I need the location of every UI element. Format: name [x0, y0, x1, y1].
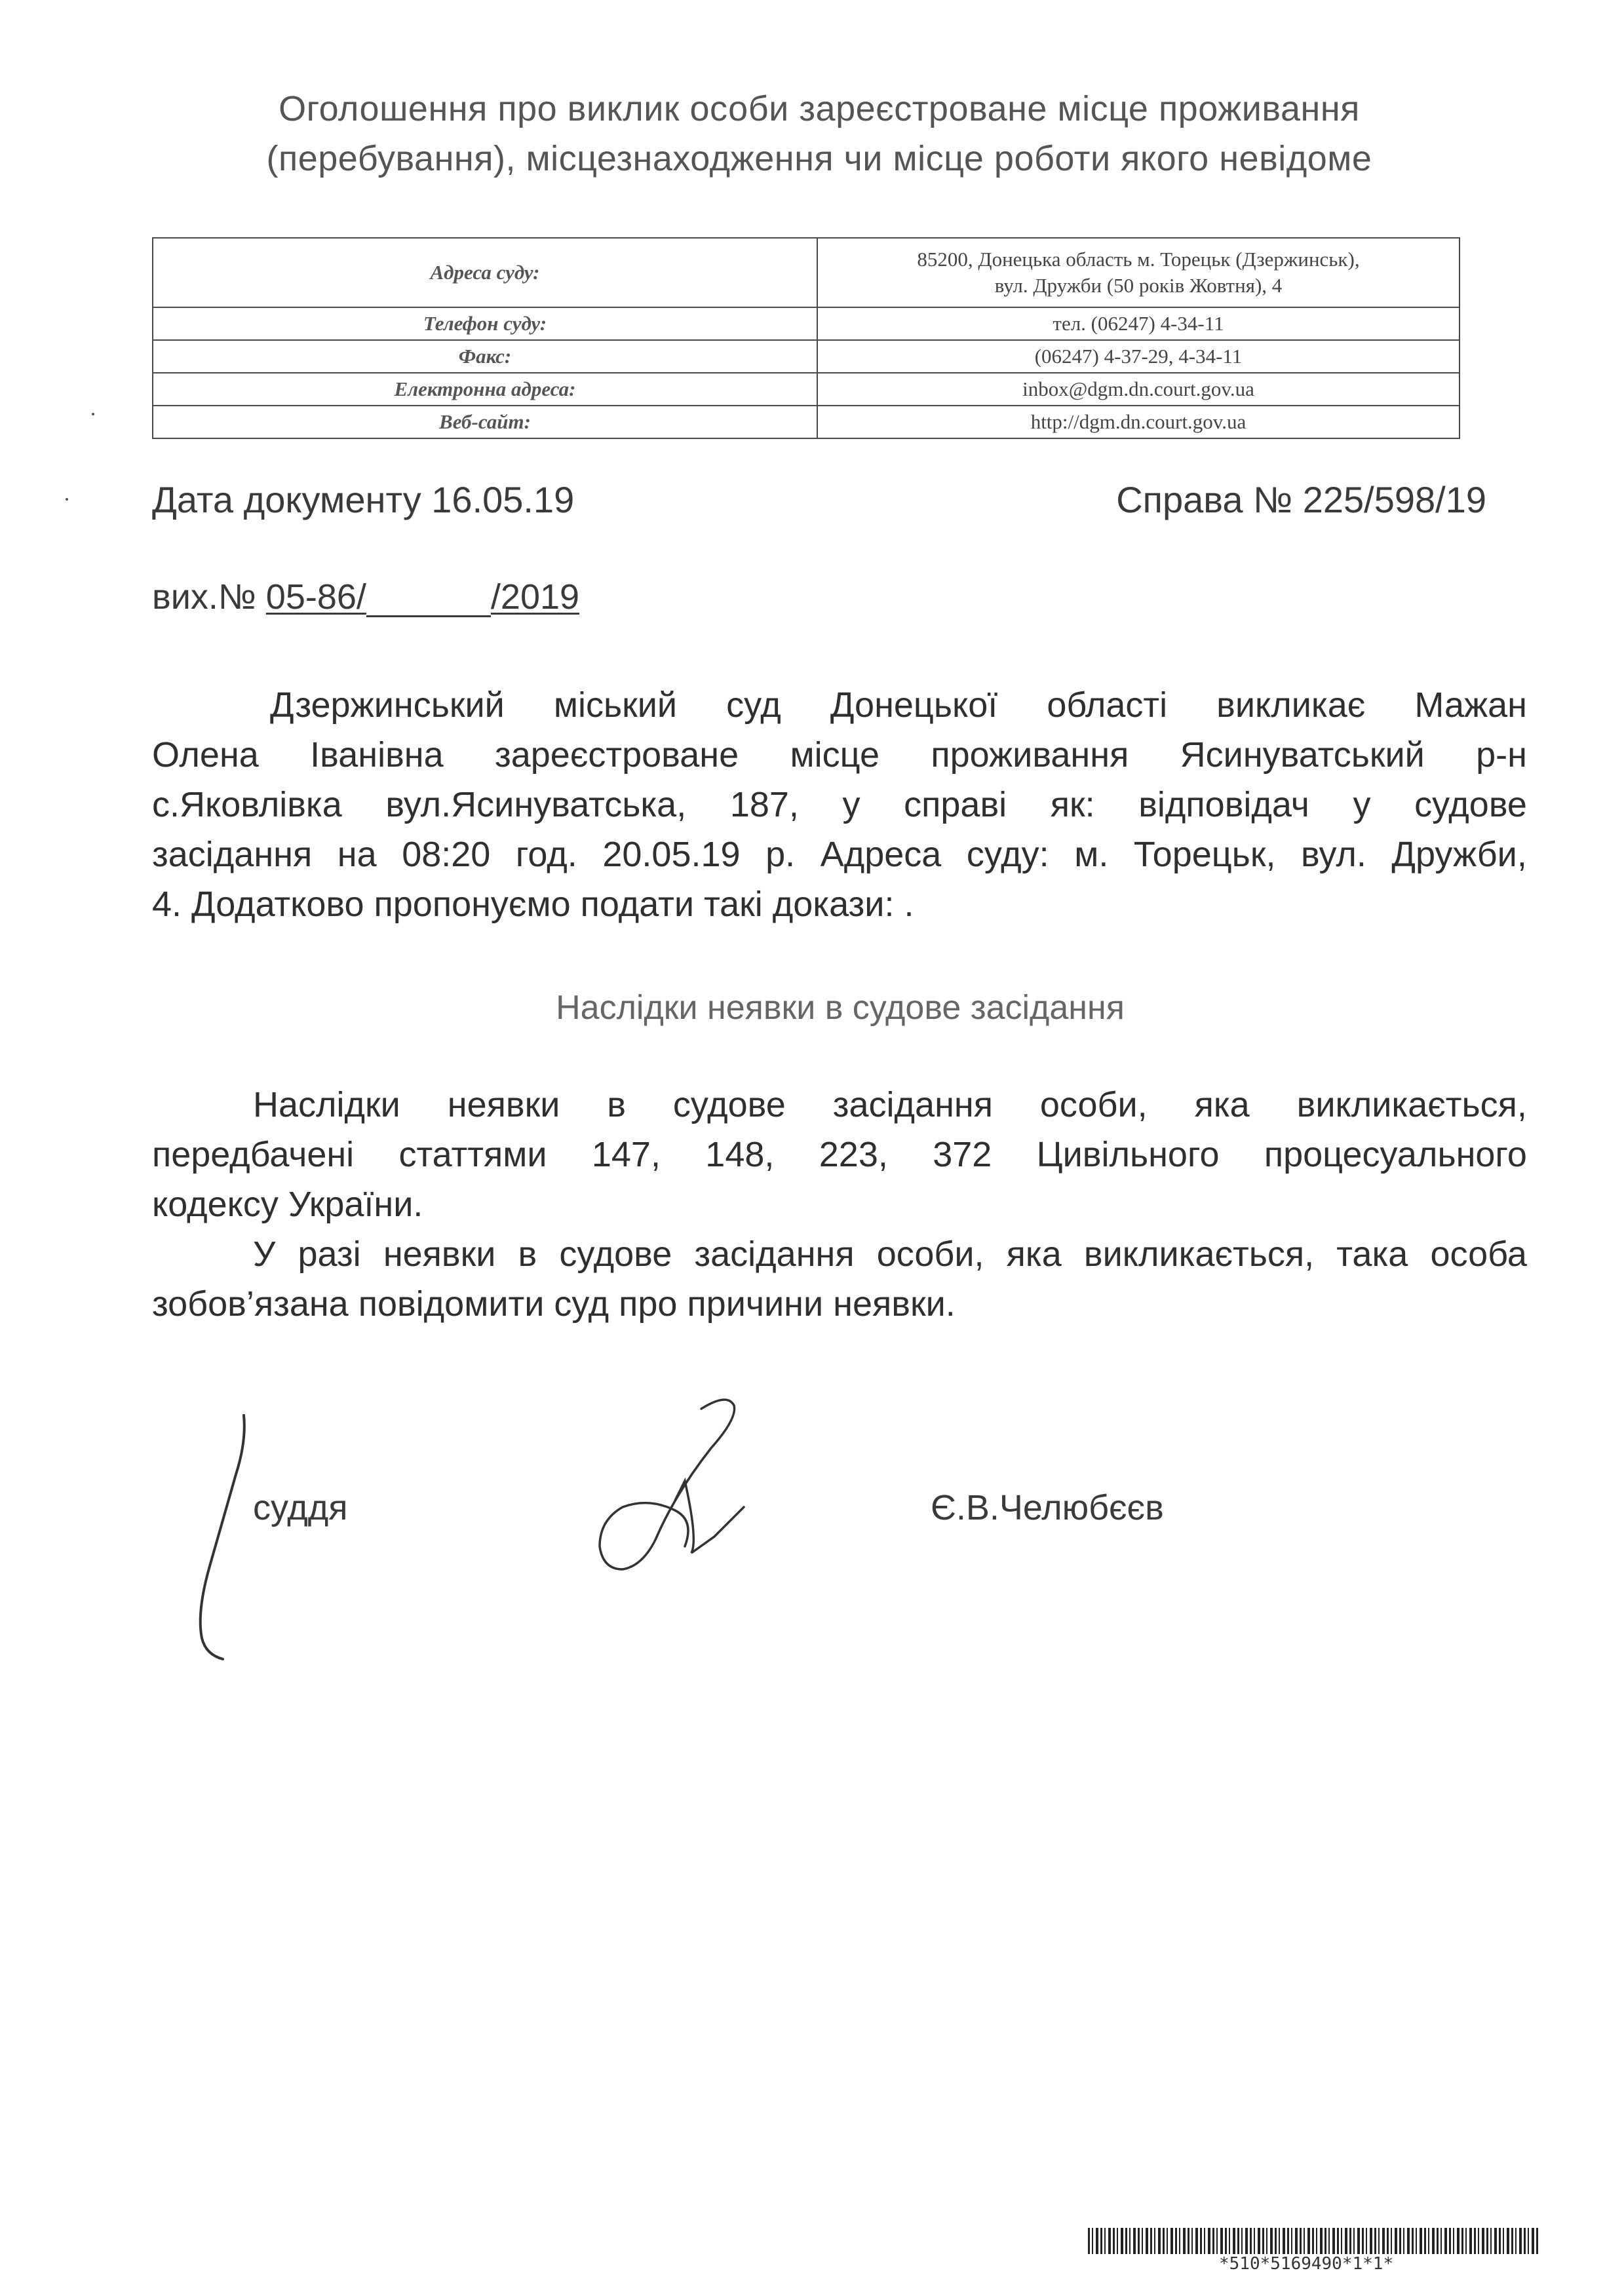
summons-line	[152, 780, 1527, 830]
word: Мажан	[1414, 685, 1527, 725]
word: особа	[1430, 1234, 1527, 1274]
word: неявки	[447, 1085, 560, 1124]
word: 187,	[729, 785, 799, 824]
summons-line	[152, 830, 1527, 879]
court-address-line-1: 85200, Донецька область м. Торецьк (Дзержинськ),	[917, 248, 1360, 271]
summons-line-last: 4. Додатково пропонуємо подати такі докази: .	[152, 885, 914, 924]
court-fax-label: Факс:	[153, 340, 817, 373]
word: суд	[726, 685, 781, 725]
word: Ясинуватський	[1180, 735, 1425, 775]
word: статтями	[398, 1135, 547, 1174]
summons-paragraph	[152, 680, 1527, 929]
obligation-paragraph	[152, 1229, 1527, 1329]
word: зареєстроване	[494, 735, 739, 775]
outgoing-number-part-1: 05-86/	[265, 577, 366, 617]
court-phone-label: Телефон суду:	[153, 307, 817, 340]
word: Олена	[152, 735, 259, 775]
court-address-label: Адреса суду:	[153, 238, 817, 307]
word: у	[1353, 785, 1371, 824]
word: засідання	[152, 835, 313, 874]
word: судове	[559, 1234, 672, 1274]
word: р.	[765, 835, 796, 874]
document-title	[197, 84, 1442, 183]
word: передбачені	[152, 1135, 355, 1174]
word: У	[253, 1234, 276, 1274]
table-row	[153, 307, 1460, 340]
consequences-line-last: кодексу України.	[152, 1185, 423, 1224]
word: особи,	[1039, 1085, 1148, 1124]
word: Цивільного	[1036, 1135, 1220, 1174]
court-address-value	[817, 238, 1460, 307]
word: проживання	[931, 735, 1129, 775]
table-row	[153, 340, 1460, 373]
consequences-line	[152, 1080, 1527, 1130]
word: год.	[515, 835, 577, 874]
word: суду:	[966, 835, 1049, 874]
table-row	[153, 238, 1460, 307]
court-website-label: Веб-сайт:	[153, 406, 817, 438]
outgoing-number-part-2: /2019	[490, 577, 580, 617]
word: у	[842, 785, 860, 824]
word: Адреса	[820, 835, 942, 874]
word: 148,	[705, 1135, 775, 1174]
word: 20.05.19	[602, 835, 741, 874]
outgoing-number-prefix: вих.№	[152, 577, 266, 617]
word: р-н	[1476, 735, 1527, 775]
consequences-paragraph	[152, 1080, 1527, 1229]
word: разі	[298, 1234, 361, 1274]
word: як:	[1050, 785, 1095, 824]
word: процесуального	[1264, 1135, 1527, 1174]
word: відповідач	[1138, 785, 1309, 824]
word: особи,	[876, 1234, 984, 1274]
word: 147,	[591, 1135, 661, 1174]
word: Дружби,	[1391, 835, 1527, 874]
court-phone-value: тел. (06247) 4-34-11	[817, 307, 1460, 340]
word: викликається,	[1296, 1085, 1527, 1124]
document-date: Дата документу 16.05.19	[152, 479, 575, 520]
word: Дзержинський	[270, 685, 505, 725]
barcode	[1088, 2228, 1540, 2254]
word: Іванівна	[310, 735, 444, 775]
word: Донецької	[830, 685, 998, 725]
obligation-line	[152, 1229, 1527, 1279]
word: 223,	[819, 1135, 888, 1174]
outgoing-number-blank	[366, 581, 491, 617]
word: справі	[904, 785, 1007, 824]
table-row	[153, 406, 1460, 438]
word: 08:20	[402, 835, 491, 874]
court-info-table	[152, 237, 1460, 439]
title-line-1: Оголошення про виклик особи зареєстроване місце проживання	[279, 89, 1360, 128]
word: яка	[1194, 1085, 1250, 1124]
word: така	[1336, 1234, 1408, 1274]
signature-role: суддя	[253, 1488, 348, 1527]
court-fax-value: (06247) 4-37-29, 4-34-11	[817, 340, 1460, 373]
word: в	[607, 1085, 626, 1124]
consequences-heading: Наслідки неявки в судове засідання	[556, 989, 1125, 1027]
word: Торецьк,	[1133, 835, 1276, 874]
word: засідання	[832, 1085, 993, 1124]
word: м.	[1074, 835, 1109, 874]
word: с.Яковлівка	[152, 785, 342, 824]
case-number: Справа № 225/598/19	[1116, 479, 1486, 520]
word: вул.	[1301, 835, 1366, 874]
consequences-line	[152, 1130, 1527, 1179]
word: на	[337, 835, 377, 874]
word: викликається,	[1083, 1234, 1315, 1274]
word: в	[518, 1234, 537, 1274]
table-row	[153, 373, 1460, 406]
court-address-line-2: вул. Дружби (50 років Жовтня), 4	[994, 274, 1283, 297]
obligation-line-last: зобов’язана повідомити суд про причини неявки.	[152, 1284, 956, 1324]
word: місце	[790, 735, 880, 775]
word: Наслідки	[253, 1085, 400, 1124]
word: міський	[553, 685, 678, 725]
word: області	[1047, 685, 1168, 725]
barcode-number: *510*5169490*1*1*	[1219, 2254, 1394, 2274]
word: неявки	[383, 1234, 496, 1274]
scan-speck	[92, 413, 94, 415]
word: вул.Ясинуватська,	[385, 785, 687, 824]
summons-line	[152, 730, 1527, 780]
scan-speck	[66, 498, 68, 501]
court-website-value: http://dgm.dn.court.gov.ua	[817, 406, 1460, 438]
outgoing-number	[152, 577, 579, 617]
word: яка	[1006, 1234, 1062, 1274]
word: судове	[1414, 785, 1527, 824]
word: засідання	[694, 1234, 855, 1274]
title-line-2: (перебування), місцезнаходження чи місце роботи якого невідоме	[266, 139, 1372, 178]
word: судове	[672, 1085, 786, 1124]
word: 372	[933, 1135, 992, 1174]
court-email-label: Електронна адреса:	[153, 373, 817, 406]
summons-line	[152, 680, 1527, 730]
word: викликає	[1216, 685, 1366, 725]
judge-name: Є.В.Челюбєєв	[931, 1488, 1164, 1527]
court-email-value: inbox@dgm.dn.court.gov.ua	[817, 373, 1460, 406]
signature-image	[577, 1389, 786, 1586]
handwritten-stroke	[184, 1402, 275, 1664]
